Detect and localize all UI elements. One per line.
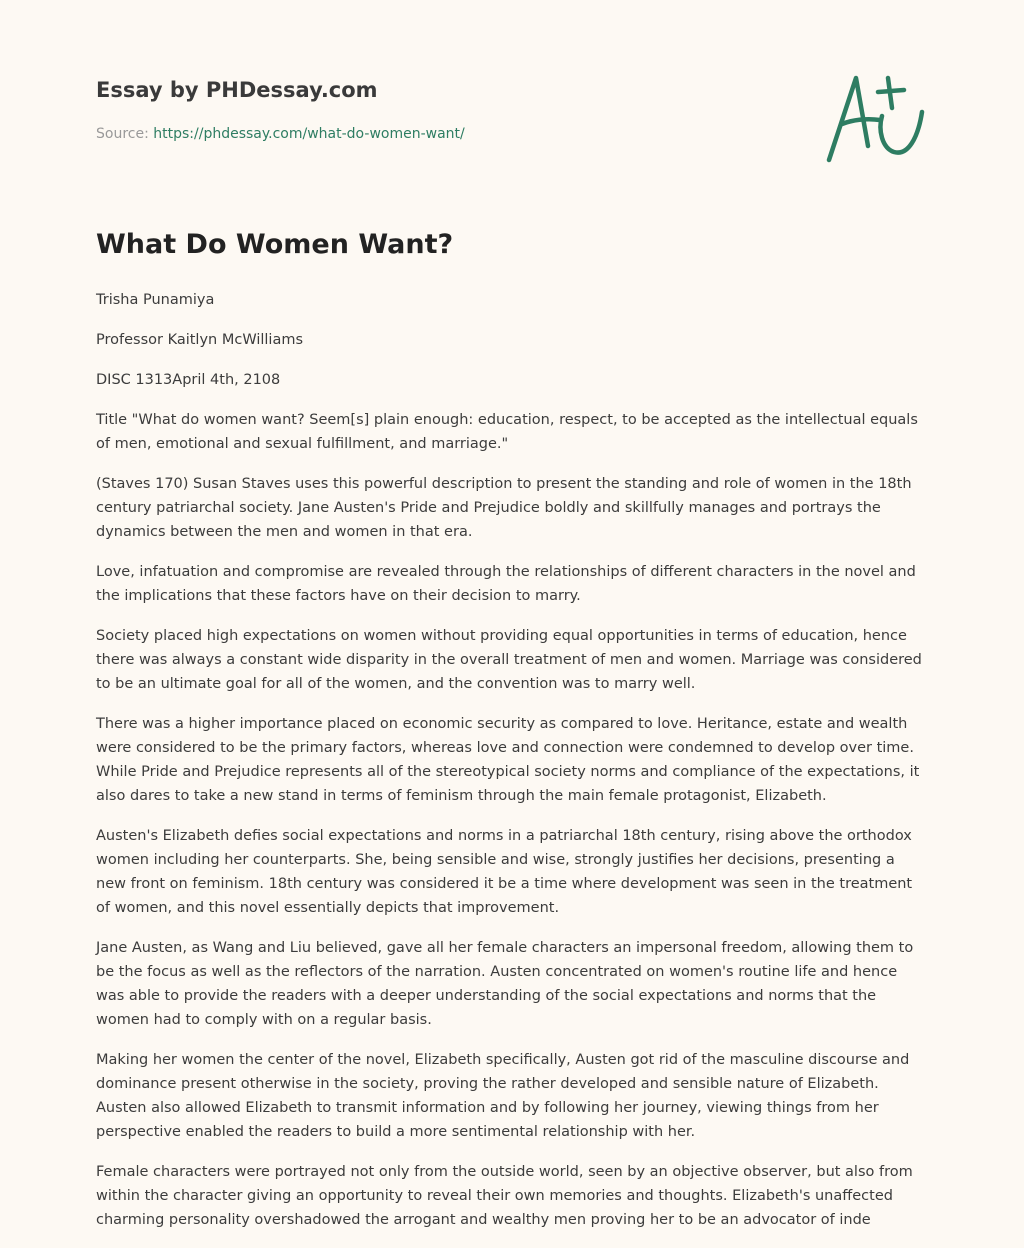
site-header: [96, 76, 916, 144]
a-plus-logo: [822, 66, 932, 166]
source-label: Source:: [96, 126, 154, 142]
a-plus-logo-icon: [822, 66, 932, 166]
essay-paragraph: Society placed high expectations on women without providing equal opportunities in terms of education, hence there was always a constant wide disparity in the overall treatment of men and women. Marriage was considered to be an ultimate goal for all of the women, and the convention was to marry well.: [96, 628, 922, 692]
essay-professor: Professor Kaitlyn McWilliams: [96, 332, 304, 348]
essay-paragraph: Austen's Elizabeth defies social expectations and norms in a patriarchal 18th century, rising above the orthodox women including her counterparts. She, being sensible and wise, strongly justifies her decisions, presenting a new front on feminism. 18th century was considered it be a time where development was seen in the treatment of women, and this novel essentially depicts that improvement.: [96, 828, 913, 916]
essay-paragraph: Love, infatuation and compromise are revealed through the relationships of different characters in the novel and the implications that these factors have on their decision to marry.: [96, 564, 916, 604]
essay-paragraph: (Staves 170) Susan Staves uses this powerful description to present the standing and role of women in the 18th century patriarchal society. Jane Austen's Pride and Prejudice boldly and skillfully manages and portrays the dynamics between the men and women in that era.: [96, 476, 912, 540]
brand-name: Essay by PHDessay.com: [96, 78, 378, 102]
source-line: [96, 124, 916, 144]
essay-paragraph: Title "What do women want? Seem[s] plain enough: education, respect, to be accepted as the intellectual equals of men, emotional and sexual fulfillment, and marriage.": [96, 412, 918, 452]
essay-paragraph: There was a higher importance placed on economic security as compared to love. Heritance, estate and wealth were considered to be the primary factors, whereas love and connection were condemned to develop over time. While Pride and Prejudice represents all of the stereotypical society norms and compliance of the expectations, it also dares to take a new stand in terms of feminism through the main female protagonist, Elizabeth.: [96, 716, 920, 804]
essay-title: What Do Women Want?: [96, 229, 454, 260]
essay-paragraph: Jane Austen, as Wang and Liu believed, gave all her female characters an impersonal freedom, allowing them to be the focus as well as the reflectors of the narration. Austen concentrated on women's routine life and hence was able to provide the readers with a deeper understanding of the social expectations and norms that the women had to comply with on a regular basis.: [96, 940, 914, 1028]
essay-author: Trisha Punamiya: [96, 292, 215, 308]
essay-content: [96, 226, 928, 1248]
essay-paragraph: Female characters were portrayed not only from the outside world, seen by an objective observer, but also from within the character giving an opportunity to reveal their own memories and thoughts. Elizabeth's unaffected charming personality overshadowed the arrogant and wealthy men proving her to be an advocator of inde: [96, 1164, 913, 1228]
essay-paragraph: Making her women the center of the novel, Elizabeth specifically, Austen got rid of the masculine discourse and dominance present otherwise in the society, proving the rather developed and sensible nature of Elizabeth. Austen also allowed Elizabeth to transmit information and by following her journey, viewing things from her perspective enabled the readers to build a more sentimental relationship with her.: [96, 1052, 910, 1140]
source-link[interactable]: https://phdessay.com/what-do-women-want/: [153, 126, 465, 142]
essay-course-date: DISC 1313April 4th, 2108: [96, 372, 281, 388]
